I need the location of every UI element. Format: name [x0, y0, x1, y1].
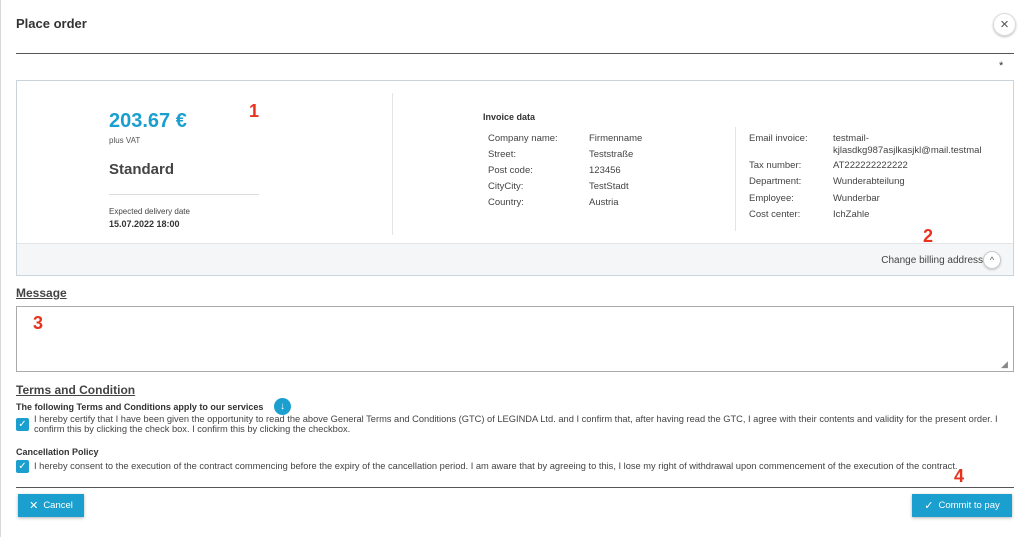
invoice-postcode-label: Post code:: [488, 165, 533, 176]
annotation-3: 3: [33, 313, 44, 333]
invoice-city-label: CityCity:: [488, 181, 524, 192]
plan-divider: [109, 194, 259, 195]
vat-note: plus VAT: [109, 136, 141, 145]
invoice-country-value: Austria: [589, 197, 619, 208]
annotation-2: 2: [923, 226, 934, 246]
invoice-tax-value: AT222222222222: [833, 160, 908, 171]
plan-name: Standard: [109, 161, 175, 178]
invoice-employee-value: Wunderbar: [833, 193, 880, 204]
annotation-1: 1: [249, 101, 260, 121]
cancellation-consent-text: I hereby consent to the execution of the contract commencing before the expiry of the cancellation period. I am aware that by agreeing to this, I lose my right of withdrawal upon commencement of the execution of the contract.: [34, 461, 958, 471]
terms-subheading: The following Terms and Conditions apply to our services: [16, 402, 264, 412]
annotation-4: 4: [954, 466, 965, 486]
terms-heading: Terms and Condition: [16, 383, 136, 397]
cancel-button-label: Cancel: [43, 500, 73, 511]
close-icon: ✕: [29, 500, 39, 512]
invoice-department-value: Wunderabteilung: [833, 176, 905, 187]
invoice-company-label: Company name:: [488, 133, 558, 144]
commit-button-label: Commit to pay: [938, 500, 1000, 511]
message-textarea[interactable]: [16, 306, 1014, 372]
check-icon: ✓: [924, 500, 934, 512]
invoice-email-value: testmail-kjlasdkg987asjlkasjkl@mail.testmal: [833, 133, 982, 156]
invoice-column-divider: [735, 127, 736, 231]
cancellation-checkbox[interactable]: ✓: [16, 460, 29, 473]
billing-footer: [17, 243, 1013, 275]
invoice-street-value: Teststraße: [589, 149, 634, 160]
card-divider: [392, 93, 393, 235]
download-icon[interactable]: ↓: [274, 398, 291, 415]
cancellation-heading: Cancellation Policy: [16, 447, 99, 457]
change-billing-address-link[interactable]: Change billing address: [881, 255, 983, 266]
invoice-department-label: Department:: [749, 176, 802, 187]
cancel-button[interactable]: [18, 494, 84, 517]
invoice-employee-label: Employee:: [749, 193, 794, 204]
invoice-country-label: Country:: [488, 197, 524, 208]
invoice-city-value: TestStadt: [589, 181, 629, 192]
invoice-costcenter-value: IchZahle: [833, 209, 870, 220]
footer-divider: [16, 487, 1014, 488]
gtc-checkbox[interactable]: ✓: [16, 418, 29, 431]
resize-handle-icon[interactable]: ◢: [1001, 359, 1008, 369]
order-summary-card: [16, 80, 1014, 276]
required-marker: *: [999, 60, 1004, 72]
chevron-up-icon[interactable]: ^: [983, 251, 1001, 269]
invoice-costcenter-label: Cost center:: [749, 209, 801, 220]
header-divider: [16, 53, 1014, 54]
delivery-date-label: Expected delivery date: [109, 207, 190, 216]
commit-to-pay-button[interactable]: [912, 494, 1012, 517]
dialog-title: Place order: [16, 16, 87, 31]
invoice-company-value: Firmenname: [589, 133, 643, 144]
close-icon[interactable]: ×: [993, 13, 1016, 36]
delivery-date-value: 15.07.2022 18:00: [109, 219, 180, 229]
message-heading: Message: [16, 286, 67, 300]
gtc-consent-text: I hereby certify that I have been given the opportunity to read the above General Terms and Conditions (GTC) of LEGINDA Ltd. and I confirm that, after having read the GTC, I agree with their contents and validity for the present order. I confirm this by clicking the check box. I confirm this by clicking the checkbox.: [34, 414, 998, 434]
invoice-tax-label: Tax number:: [749, 160, 802, 171]
order-price: 203.67 €: [109, 110, 187, 132]
invoice-street-label: Street:: [488, 149, 516, 160]
invoice-data-title: Invoice data: [483, 112, 536, 122]
invoice-email-label: Email invoice:: [749, 133, 808, 144]
invoice-postcode-value: 123456: [589, 165, 621, 176]
